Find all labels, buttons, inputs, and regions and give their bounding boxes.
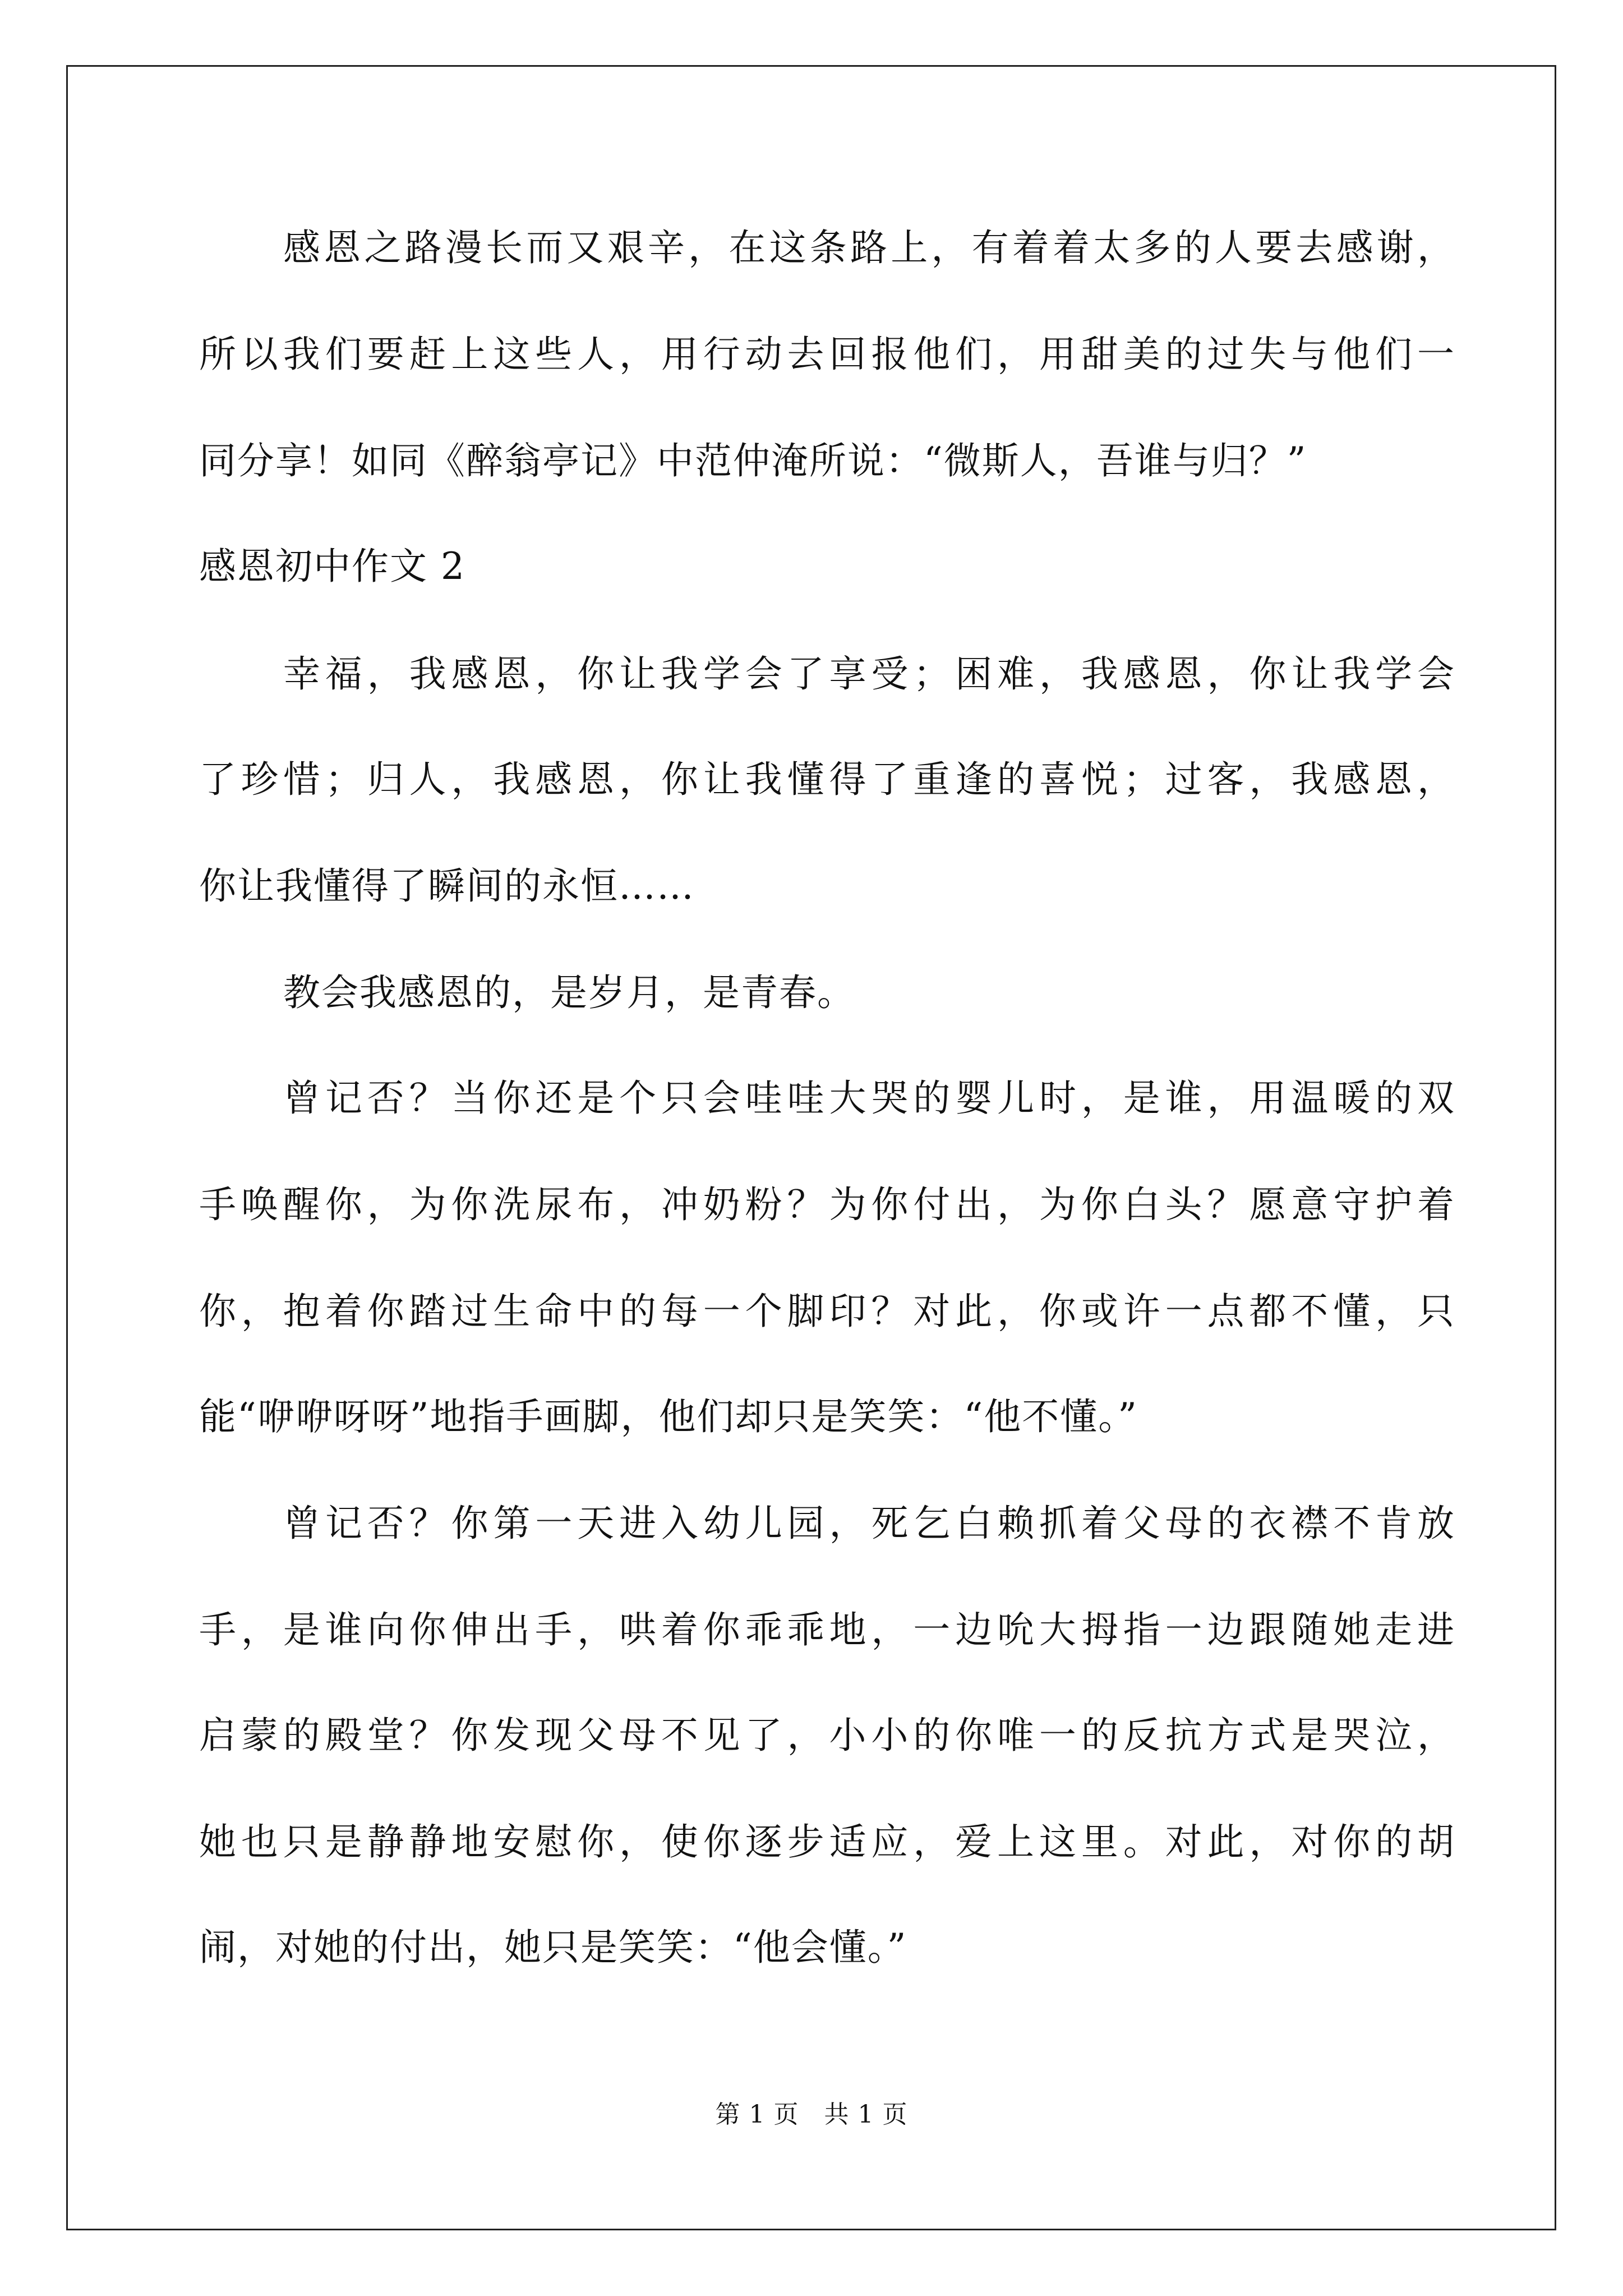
text-line: 你让我懂得了瞬间的永恒…… xyxy=(199,864,695,908)
text-line: 闹，对她的付出，她只是笑笑：“他会懂。” xyxy=(199,1926,907,1969)
text-line: 她也只是静静地安慰你，使你逐步适应，爱上这里。对此，对你的胡 xyxy=(199,1820,1455,1864)
text-line: 你，抱着你踏过生命中的每一个脚印？对此，你或许一点都不懂，只 xyxy=(199,1290,1455,1333)
text-line: 能“咿咿呀呀”地指手画脚，他们却只是笑笑：“他不懂。” xyxy=(199,1395,1138,1438)
page-border xyxy=(66,65,1556,2230)
text-line: 同分享！如同《醉翁亭记》中范仲淹所说：“微斯人，吾谁与归？” xyxy=(199,439,1307,482)
text-line: 感恩之路漫长而又艰辛，在这条路上，有着着太多的人要去感谢， xyxy=(283,226,1455,269)
text-line: 手唤醒你，为你洗尿布，冲奶粉？为你付出，为你白头？愿意守护着 xyxy=(199,1183,1455,1226)
text-line: 曾记否？当你还是个只会哇哇大哭的婴儿时，是谁，用温暖的双 xyxy=(283,1076,1455,1120)
text-line: 教会我感恩的，是岁月，是青春。 xyxy=(283,971,855,1014)
page-footer: 第 1 页 共 1 页 xyxy=(715,2100,908,2129)
text-line: 了珍惜；归人，我感恩，你让我懂得了重逢的喜悦；过客，我感恩， xyxy=(199,758,1455,801)
section-heading: 感恩初中作文 2 xyxy=(199,545,465,588)
text-line: 手，是谁向你伸出手，哄着你乖乖地，一边吮大拇指一边跟随她走进 xyxy=(199,1608,1455,1651)
text-line: 曾记否？你第一天进入幼儿园，死乞白赖抓着父母的衣襟不肯放 xyxy=(283,1502,1455,1545)
text-line: 所以我们要赶上这些人，用行动去回报他们，用甜美的过失与他们一 xyxy=(199,333,1455,376)
text-line: 幸福，我感恩，你让我学会了享受；困难，我感恩，你让我学会 xyxy=(283,652,1455,696)
text-line: 启蒙的殿堂？你发现父母不见了，小小的你唯一的反抗方式是哭泣， xyxy=(199,1714,1455,1757)
